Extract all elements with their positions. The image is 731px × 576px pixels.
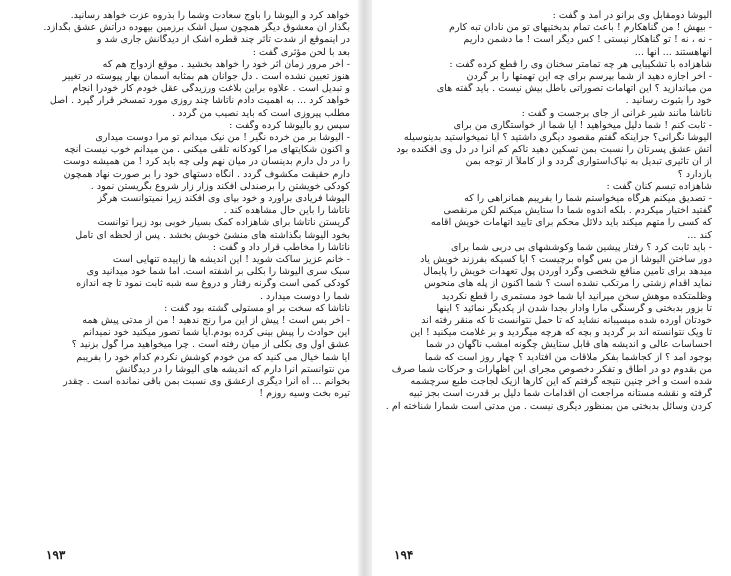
text-line: آنهاهستند ... آنها ... xyxy=(634,46,712,58)
text-line: در اینموقع از شدت تأثر چند قطره اشک از دیدگانش جاری شد و xyxy=(96,34,350,46)
text-line: و اکنون شکایتهای مرا کودکانه تلقی میکنی . من میدانم خوب نیست آنچه xyxy=(64,144,350,156)
text-line: من نتوانستم آنرا دارم که اندیشه های آلیوشا را در دیدگانش xyxy=(115,363,350,375)
text-line: شده است و آخر چنین نتیجه گرفتم که این کارها ازیک لجاجت طبع سرچشمه xyxy=(410,376,712,388)
text-line: هنوز تعیین نشده است . دل جوانان هم بمثابه آسمان بهار پیوسته در تغییر xyxy=(62,71,350,83)
text-line: این حوادث را پیش بینی کرده بودم.آیا شما تصور میکنید خود نمیدانم xyxy=(82,327,350,339)
text-line: بازدارد ؟ xyxy=(677,168,712,180)
text-line: شاهزاده با تشکیبایی هر چه تمامتر سخنان وی را قطع کرده گفت : xyxy=(449,58,712,70)
text-line: کودکی کمی است وگرنه رفتار و دروغ سه شبه ثابت نمود تا چه اندازه xyxy=(76,278,350,290)
text-line: سبک سری آلیوشا را بکلی بر آشفته است. اما شما خود میدانید وی xyxy=(86,266,350,278)
right-page xyxy=(382,10,712,566)
text-line: - آخر اجازه دهید از شما بپرسم برای چه این تهمتها را بر گردن xyxy=(466,71,712,83)
text-line: - بیهش ! من گناهکارم ! باعث تمام بدبختیهای تو من نادان تبه کارم xyxy=(449,22,712,34)
text-line: ناتاشا را مخاطب قرار داد و گفت : xyxy=(212,241,350,253)
left-page xyxy=(22,10,350,566)
text-line: آتش عشق پسرتان را نسبت بمن تسکین دهید تاکم کم آنرا در دل وی افکنده بود xyxy=(396,144,712,156)
text-line: - تصدیق میکنم هرگاه میخواستم شما را بفریبم همانراهی را که xyxy=(464,193,712,205)
book-gutter xyxy=(358,0,372,576)
text-line: ناتاشا که سخت بر او مستولی گشته بود گفت : xyxy=(164,302,350,314)
text-line: گریستن ناتاشا برای شاهزاده کمک بسیار خوبی بود زیرا توانست xyxy=(97,217,350,229)
text-line: آلیوشا نگرانی؟ جزاینکه گفتم مقصود دیگری داشتید ؟ آیا نمیخواستید بدینوسیله xyxy=(403,132,712,144)
text-line: من بقدوم دو در اطاق و تفکر دخصوص مجرای این اظهارات و حرکات شما صرف xyxy=(391,363,712,375)
text-line: بخود آلیوشا بگذاشته های منشئ خوبش بخشد . پس از لحظه ای تامل xyxy=(75,229,350,241)
text-line: ناتاشا مانند شیر غرانی از جای برجست و گفت : xyxy=(521,107,712,119)
text-line: مطلب پیروزی است که باید نصیب من گردد . xyxy=(172,107,350,119)
text-line: شما را دوست میدارد . xyxy=(259,290,350,302)
text-line: را در دل دارم بدینسان در میان نهم ولی چه باید کرد ! من همیشه دوست xyxy=(63,156,350,168)
text-line: شاهزاده تبسم کنان گفت : xyxy=(606,180,712,192)
text-line: بگذار آن معشوق دیگر همچون سیل اشک برزمین بیهوده درآتش عشق بگدازد. xyxy=(43,22,350,34)
text-line: - ثابت کنم ! شما دلیل میخواهید ! آیا شما از خواستگاری من برای xyxy=(453,119,712,131)
text-line: سپس رو بآلیوشا کرده وگفت : xyxy=(229,119,350,131)
text-line: بعد با لحن مؤثری گفت : xyxy=(252,46,350,58)
text-line: تیره بخت وسیه روزم ! xyxy=(259,388,350,400)
left-page-number: ۱۹۳ xyxy=(46,548,66,562)
text-line: گرفته و نقشه مستانه مراجعت آن اقدامات شما دلیل بر قدرت است بجز تبیه xyxy=(408,388,712,400)
text-line: گفتید اختیار میکردم . بلکه اندوه شما دا ستایش میکنم لکن مرنقصی xyxy=(443,205,712,217)
text-line: و تبدیل است . علاوه براین بلاغت ورزیدگی عقل خودم کار خودرا انجام xyxy=(72,83,350,95)
text-line: وظلمتکده موهش سخن میرانید آیا شما خود مستمری را قطع نکردید xyxy=(441,290,712,302)
text-line: خودتان آورده شده میسیبانه نشاید که تا حمل نتوانست تا که منقر رفته اند xyxy=(421,315,712,327)
right-page-number: ۱۹۴ xyxy=(394,548,414,562)
text-line: که کسی را متهم میکند باید دلائل محکم برای تایید اتهامات خویش اقامه xyxy=(430,217,712,229)
text-line: خواهد کرد ... به اهمیت دادم ناتاشا چند روزی مورد تمسخر قرار گیرد . اصل xyxy=(49,95,350,107)
text-line: کردن وسائل بدبختی من بمنظور دیگری نیست . من مدتی است شمارا شناخته ام . xyxy=(385,400,712,412)
text-line: میدهد برای تأمین منافع شخصی وگرد آوردن پول تعهدات خویش را پایمال xyxy=(423,266,712,278)
text-line: - آخر مرور زمان اثر خود را خواهد بخشید . موقع ازدواج هم که xyxy=(102,58,350,70)
text-line: آیا شما خیال می کنید که من خودم کوشش نکردم کدام خود را بفریبم xyxy=(76,351,350,363)
text-line: کند ... xyxy=(687,229,712,241)
text-line: تا ویک نتوانسته اند بر گردید و بچه که هرچه میگردید و بر غلامت میکنید ! این xyxy=(410,327,712,339)
text-line: ناتاشا را باین حال مشاهده کند . xyxy=(223,205,350,217)
text-line: - باید ثابت کرد ؟ رفتار پیشین شما وکوششهای بی دربی شما برای xyxy=(450,241,712,253)
text-line: عشق اول وی بکلی از میان رفته است . چرا میخواهید مرا گول بزنید ؟ xyxy=(71,339,350,351)
text-line: آلیوشا فریادی برآورد و خود بپای وی افکند زیرا نمیتوانست هرگز xyxy=(97,193,350,205)
text-line: نماید اقدام زشتی را مرتکب نشده است ؟ شما اکنون از پله های منحوس xyxy=(424,278,712,290)
text-line: خواهد کرد و آلیوشا را باوج سعادت وشما را بذروه عزت خواهد رسانید. xyxy=(70,10,350,21)
text-line: دارم حقیقت مکشوف گردد . آنگاه دستهای خود را بر صورت نهاد همچون xyxy=(63,168,350,180)
text-line: - نه ، نه ! تو گناهکار نیستی ! کس دیگر است ! ما دشمن داریم xyxy=(463,34,712,46)
text-line: احساسات عالی و اندیشه های قابل ستایش چگونه امشب ناگهان در شما xyxy=(426,339,712,351)
text-line: - آلیوشا بر من خرده نگیر ! من نیک میدانم تو مرا دوست میداری xyxy=(95,132,350,144)
text-line: از آن تاثیری تبدیل به نپاک‌استواری گردد و از کاملاً از توجه بمن xyxy=(465,156,712,168)
text-line: کودکی خویشتن را برصندلی افکند وزار زار شروع بگریستن نمود . xyxy=(90,180,350,192)
text-line: آلیوشا دومقابل وی برانو در آمد و گفت : xyxy=(552,10,712,21)
text-line: بخوانم ... آه آنرا دیگری ازعشق وی نسبت بمن باقی نمانده است . چقدر xyxy=(63,376,350,388)
text-line: بوجود آمد ؟ از کجاشما بفکر ملاقات من افتادید ؟ چهار روز است که شما xyxy=(424,351,712,363)
text-line: دور ساختن آلیوشا از من بس گواه برچیست ؟ آیا کسیکه بفرزند خویش یاد xyxy=(420,254,712,266)
text-line: تا بزور بدبختی و گرسنگی مارا وادار بجدا شدن از یکدیگر نمائید ؟ اینها xyxy=(436,302,712,314)
text-line: من میاندازید ؟ این اتهامات تصوراتی باطل بیش نیست . باید گفته های xyxy=(436,83,712,95)
text-line: - آخر بس است ! پیش از این مرا رنج ندهید ! من از مدتی پیش همه xyxy=(82,315,350,327)
text-line: خود را بثبوت رسانید . xyxy=(625,95,712,107)
text-line: - خانم عزیز ساکت شوید ! این اندیشه ها زاییده تنهایی است xyxy=(112,254,350,266)
